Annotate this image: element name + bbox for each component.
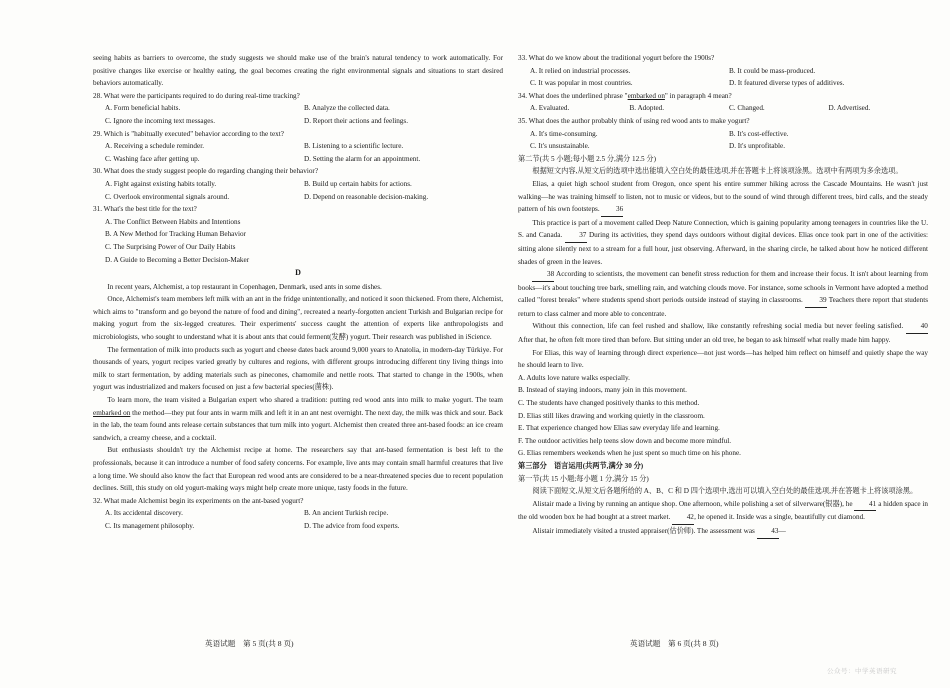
choice-a: A. Adults love nature walks especially. xyxy=(518,373,630,382)
watermark: 公众号：中学英语研究 xyxy=(827,668,897,675)
seven-choose-five-paragraph-2: This practice is part of a movement called Deep Nature Connection, which is gaining popularity among teenagers in countries like the U. S. and Canada. 37 During its activities, they spend days outdoors without digital devices. Elias once took part in one of the activities: sitting alone silently next to a stream for a full hour, just observing. Afterward, in the sharing circle, he talked about how he noticed different shades of green in the leaves. xyxy=(518,218,928,266)
choice-c: C. The students have changed positively thanks to this method. xyxy=(518,399,700,408)
section-2-instructions: 根据短文内容,从短文后的选项中选出能填入空白处的最佳选项,并在答题卡上将该项涂黑。选项中有两项为多余选项。 xyxy=(532,167,903,176)
question-30: 30. What does the study suggest people do regarding changing their behavior? A. Fight against existing habits totally. B. Build up certain habits for actions. C. Overlook environmental signals around. D. Depend on reasonable decision-making. xyxy=(93,165,503,203)
question-34: 34. What does the underlined phrase "embarked on" in paragraph 4 mean? A. Evaluated. B. Adopted. C. Changed. D. Advertised. xyxy=(518,90,928,115)
option-c: C. Overlook environmental signals around. xyxy=(105,192,230,201)
left-page xyxy=(93,52,503,533)
blank-42: 42 xyxy=(672,511,694,525)
option-a: A. The Conflict Between Habits and Intentions xyxy=(105,217,241,226)
option-c: C. Washing face after getting up. xyxy=(105,154,200,163)
option-b: B. A New Method for Tracking Human Behavior xyxy=(105,230,246,239)
choice-b: B. Instead of staying indoors, many join in this movement. xyxy=(518,386,687,395)
option-b: B. It's cost-effective. xyxy=(729,129,789,138)
blank-38: 38 xyxy=(532,268,554,282)
cloze-paragraph-2: Alistair immediately visited a trusted appraiser(估价师). The assessment was 43— xyxy=(518,525,928,539)
option-c: C. Ignore the incoming text messages. xyxy=(105,116,215,125)
option-b: B. Analyze the collected data. xyxy=(304,104,390,113)
passage-d-paragraph-4: To learn more, the team visited a Bulgarian expert who shared a tradition: putting red wood ants into milk to make yogurt. The team embarked on the method—they put four ants in warm milk and left it in an ant nest overnight. The next day, the milk was thick and sour. Back in the lab, the team found ants release certain substances that turn milk into yogurt. Alchemist then created three ant-based foods: an ice cream sandwich, a creamy cheese, and a cocktail. xyxy=(93,396,503,442)
blank-43: 43 xyxy=(757,525,779,539)
choice-e: E. That experience changed how Elias saw everyday life and learning. xyxy=(518,424,720,433)
part-3-section-1-title: 第一节(共 15 小题;每小题 1 分,满分 15 分) xyxy=(518,474,649,483)
option-c: C. It was popular in most countries. xyxy=(530,79,633,88)
option-d: D. Report their actions and feelings. xyxy=(304,116,408,125)
option-d: D. Depend on reasonable decision-making. xyxy=(304,192,429,201)
underlined-phrase: embarked on xyxy=(93,408,131,417)
cloze-paragraph-1: Alistair made a living by running an antique shop. One afternoon, while polishing a set of silverware(银器), he 41 a hidden space in the old wooden box he had bought at a street market. 42, he opened it. Inside was a single, beautifully cut diamond. xyxy=(518,498,928,525)
choice-d: D. Elias still likes drawing and working quietly in the classroom. xyxy=(518,411,705,420)
question-33: 33. What do we know about the traditional yogurt before the 1900s? A. It relied on industrial processes. B. It could be mass-produced. C. It was popular in most countries. D. It featured diverse types of additives. xyxy=(518,52,928,90)
seven-choose-five-paragraph-3: 38 According to scientists, the movement can benefit stress reduction for them and increase their focus. It isn't about learning from books—it's about touching tree bark, smelling rain, and watching clouds move. For instance, some schools in Vermont have adopted a method called "forest breaks" where students spend short periods outside instead of staying in classrooms. 39 Teachers there report that students return to class calmer and more able to concentrate. xyxy=(518,270,929,318)
blank-37: 37 xyxy=(565,229,587,243)
option-b: B. Listening to a scientific lecture. xyxy=(304,142,404,151)
option-a: A. Evaluated. xyxy=(530,104,570,113)
option-b: B. An ancient Turkish recipe. xyxy=(304,509,389,518)
option-d: D. A Guide to Becoming a Better Decision-Maker xyxy=(105,255,250,264)
page-footer-left: 英语试题 第 5 页(共 8 页) xyxy=(205,639,294,648)
blank-40: 40 xyxy=(906,320,928,334)
passage-c-tail: seeing habits as barriers to overcome, the study suggests we should make use of the brain's natural tendency to work automatically. For positive changes like exercise or healthy eating, the goal becomes creating the right environmental signals and situations to start desired behaviors automatically. xyxy=(93,54,503,88)
question-28: 28. What were the participants required to do during real-time tracking? A. Form beneficial habits. B. Analyze the collected data. C. Ignore the incoming text messages. D. Report their actions and feelings. xyxy=(93,90,503,128)
option-a: A. It's time-consuming. xyxy=(530,129,598,138)
choice-g: G. Elias remembers weekends when he just spent so much time on his phone. xyxy=(518,449,741,458)
option-d: D. Setting the alarm for an appointment. xyxy=(304,154,421,163)
section-2-title: 第二节(共 5 小题;每小题 2.5 分,满分 12.5 分) xyxy=(518,154,656,163)
question-32: 32. What made Alchemist begin its experiments on the ant-based yogurt? A. Its accidental discovery. B. An ancient Turkish recipe. C. Its management philosophy. D. The advice from food experts. xyxy=(93,495,503,533)
choice-list xyxy=(518,372,928,460)
choice-f: F. The outdoor activities help teens slow down and become more mindful. xyxy=(518,436,732,445)
section-d-heading: D xyxy=(295,268,301,278)
option-c: C. It's unsustainable. xyxy=(530,142,590,151)
part-3-instructions: 阅读下面短文,从短文后各题所给的 A、B、C 和 D 四个选项中,选出可以填入空白处的最佳选项,并在答题卡上将该项涂黑。 xyxy=(532,487,918,496)
passage-d-paragraph-1: In recent years, Alchemist, a top restaurant in Copenhagen, Denmark, used ants in some dishes. xyxy=(107,282,382,291)
page-footer-right: 英语试题 第 6 页(共 8 页) xyxy=(630,639,719,648)
seven-choose-five-paragraph-1: Elias, a quiet high school student from Oregon, once spent his entire summer hiking across the Cascade Mountains. He wasn't just walking—he was training himself to listen, not to music or videos, but to the sound of wind through different trees, bird calls, and the steady pattern of his own footsteps. 36 xyxy=(518,178,928,217)
option-b: B. It could be mass-produced. xyxy=(729,66,816,75)
passage-d-paragraph-3: The fermentation of milk into products such as yogurt and cheese dates back around 9,000 years to Anatolia, in modern-day Türkiye. For thousands of years, yogurt recipes varied greatly by cultures and regions, with different groups introducing different tiny living things into milk to start fermentation, by adding materials such as pinecones, chamomile and nettle roots. That started to change in the 1900s, when yogurt was industrialized and makers focused on just a few bacterial species(菌株). xyxy=(93,345,503,392)
question-29: 29. Which is "habitually executed" behavior according to the text? A. Receiving a schedule reminder. B. Listening to a scientific lecture. C. Washing face after getting up. D. Setting the alarm for an appointment. xyxy=(93,128,503,166)
blank-39: 39 xyxy=(805,294,827,308)
option-b: B. Build up certain habits for actions. xyxy=(304,179,412,188)
question-31: 31. What's the best title for the text? A. The Conflict Between Habits and Intentions B. A New Method for Tracking Human Behavior C. The Surprising Power of Our Daily Habits D. A Guide to Becoming a Better Decision-Maker xyxy=(93,203,503,266)
blank-36: 36 xyxy=(601,203,623,217)
question-35: 35. What does the author probably think of using red wood ants to make yogurt? A. It's time-consuming. B. It's cost-effective. C. It's unsustainable. D. It's unprofitable. xyxy=(518,115,928,153)
seven-choose-five-paragraph-4: Without this connection, life can feel rushed and shallow, like constantly refreshing social media but never feeling satisfied. 40 After that, he often felt more tired than before. But sitting under an old tree, he began to ask himself what really made him happy. xyxy=(518,322,928,345)
option-d: D. It featured diverse types of additives. xyxy=(729,79,845,88)
option-c: C. The Surprising Power of Our Daily Habits xyxy=(105,242,236,251)
option-b: B. Adopted. xyxy=(629,104,665,113)
part-3-title: 第三部分 语言运用(共两节,满分 30 分) xyxy=(518,462,644,470)
option-a: A. Receiving a schedule reminder. xyxy=(105,142,204,151)
option-d: D. Advertised. xyxy=(828,104,871,113)
option-a: A. Fight against existing habits totally. xyxy=(105,179,217,188)
option-a: A. It relied on industrial processes. xyxy=(530,66,631,75)
option-a: A. Its accidental discovery. xyxy=(105,509,183,518)
passage-d-paragraph-5: But enthusiasts shouldn't try the Alchemist recipe at home. The researchers say that ant-based fermentation is best left to the professionals, because it can introduce a number of food safety concerns. For example, live ants may contain small harmful creatures that live a long time. We should also know the fact that European red wood ants are considered to be a near-threatened species due to recent population declines. Still, this study on old yogurt-making ways might help create more unique, tasty foods in the future. xyxy=(93,446,503,493)
blank-41: 41 xyxy=(854,498,876,512)
right-page xyxy=(518,52,928,539)
passage-d-paragraph-2: Once, Alchemist's team members left milk with an ant in the fridge unintentionally, and noticed it soon thickened. From there, Alchemist, which aims to "transform and go beyond the nature of food and dining", recreated a nearly-forgotten ancient Turkish and Bulgarian recipe for making yogurt from the six-legged creatures. Their experiments' success caught the attention of experts like anthropologists and microbiologists, who sought to understand what it is about ants that could ferment(发酵) yogurt. Their research was published in iScience. xyxy=(93,295,503,342)
option-c: C. Changed. xyxy=(729,104,765,113)
seven-choose-five-paragraph-5: For Elias, this way of learning through direct experience—not just words—has helped him reflect on himself and quietly shape the way he should learn to live. xyxy=(518,348,928,370)
option-d: D. It's unprofitable. xyxy=(729,142,785,151)
option-d: D. The advice from food experts. xyxy=(304,521,400,530)
option-a: A. Form beneficial habits. xyxy=(105,104,181,113)
option-c: C. Its management philosophy. xyxy=(105,521,195,530)
